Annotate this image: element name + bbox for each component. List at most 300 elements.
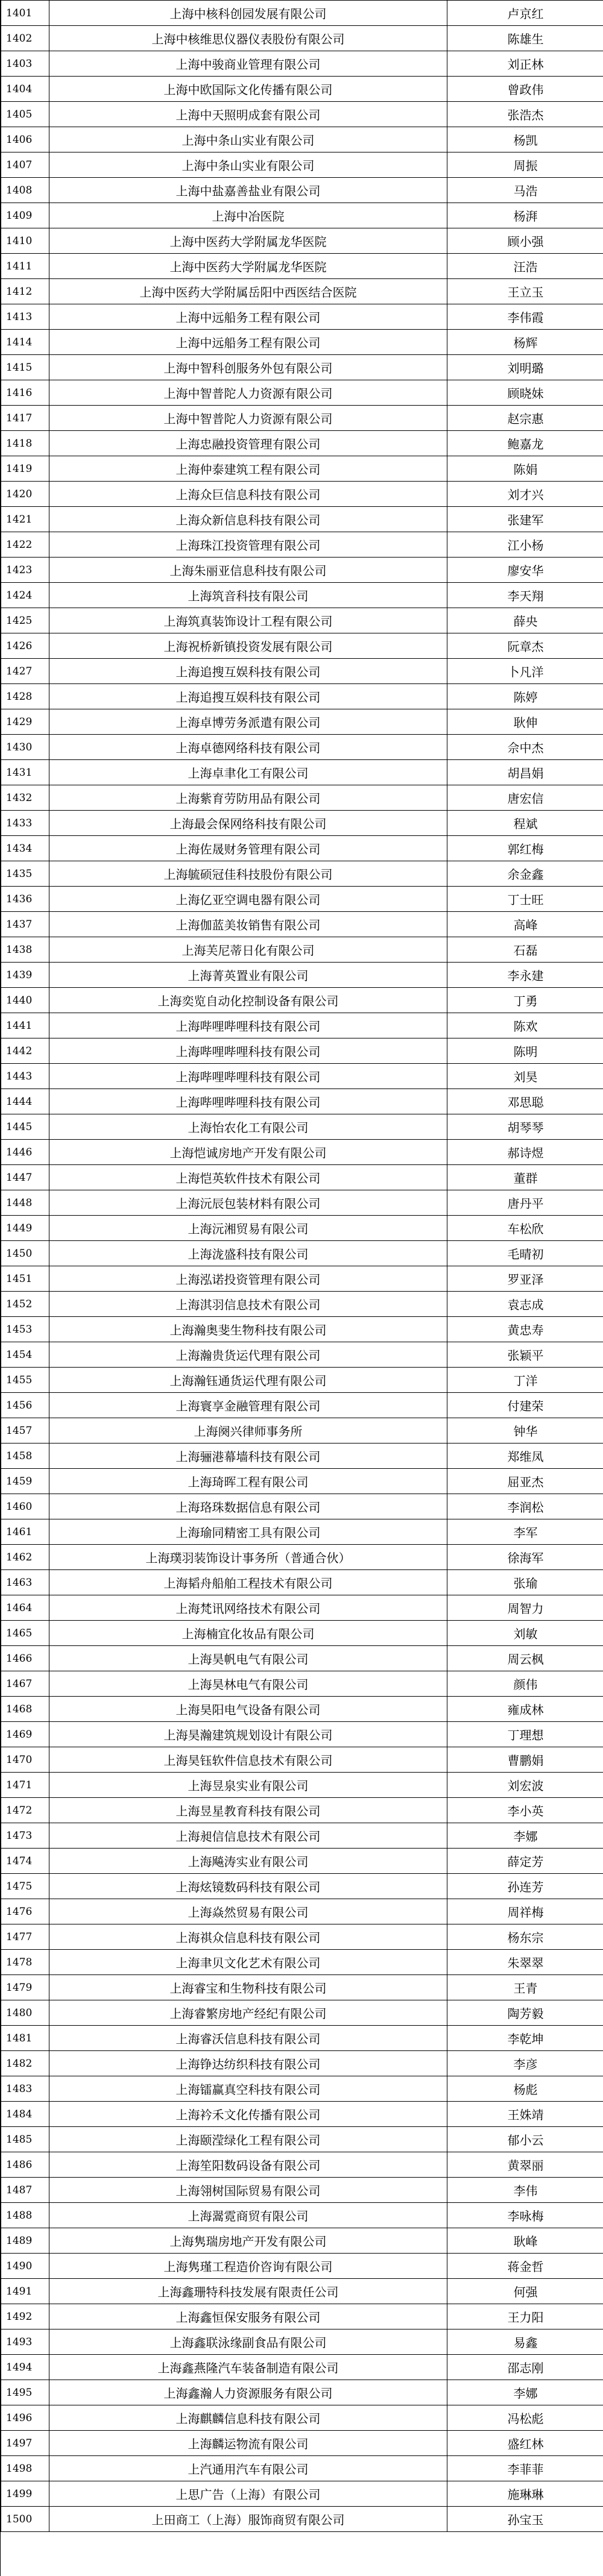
company-name-cell: 上海昱泉实业有限公司	[49, 1773, 447, 1798]
table-row	[1, 988, 603, 1013]
person-name-cell: 李永建	[447, 963, 603, 988]
person-name-cell: 张浩杰	[447, 102, 603, 127]
person-name-cell: 雍成林	[447, 1697, 603, 1722]
person-name-cell: 耿峰	[447, 2228, 603, 2254]
table-row	[1, 861, 603, 887]
company-name-cell: 上海瑜同精密工具有限公司	[49, 1519, 447, 1545]
row-number-cell: 1484	[1, 2102, 49, 2127]
row-number-cell: 1479	[1, 1975, 49, 2000]
person-name-cell: 张建军	[447, 507, 603, 532]
person-name-cell: 郁小云	[447, 2127, 603, 2152]
person-name-cell: 陈明	[447, 1038, 603, 1064]
person-name-cell: 丁洋	[447, 1368, 603, 1393]
person-name-cell: 顾小强	[447, 228, 603, 254]
row-number-cell: 1445	[1, 1114, 49, 1140]
person-name-cell: 黄翠丽	[447, 2152, 603, 2178]
row-number-cell: 1471	[1, 1773, 49, 1798]
table-row	[1, 456, 603, 482]
person-name-cell: 李天翔	[447, 583, 603, 608]
table-row	[1, 633, 603, 659]
table-row	[1, 2228, 603, 2254]
person-name-cell: 余金鑫	[447, 861, 603, 887]
table-row	[1, 2329, 603, 2355]
row-number-cell: 1466	[1, 1646, 49, 1671]
company-name-cell: 上海紫育劳防用品有限公司	[49, 785, 447, 811]
row-number-cell: 1441	[1, 1013, 49, 1038]
person-name-cell: 廖安华	[447, 558, 603, 583]
table-row	[1, 1950, 603, 1975]
person-name-cell: 薛定芳	[447, 1849, 603, 1874]
table-row	[1, 1545, 603, 1570]
company-name-cell: 上海淇羽信息技术有限公司	[49, 1292, 447, 1317]
table-row	[1, 1924, 603, 1950]
company-name-cell: 上海中天照明成套有限公司	[49, 102, 447, 127]
table-row	[1, 77, 603, 102]
company-name-cell: 上海璞羽装饰设计事务所（普通合伙）	[49, 1545, 447, 1570]
table-row	[1, 51, 603, 77]
table-row	[1, 532, 603, 558]
person-name-cell: 李伟霞	[447, 304, 603, 330]
table-row	[1, 1975, 603, 2000]
table-row	[1, 963, 603, 988]
company-name-cell: 上海鑫燕隆汽车装备制造有限公司	[49, 2355, 447, 2380]
company-name-cell: 上海卓德网络科技有限公司	[49, 735, 447, 760]
company-name-cell: 上海毓硕冠佳科技股份有限公司	[49, 861, 447, 887]
row-number-cell: 1463	[1, 1570, 49, 1595]
company-name-cell: 上海菁英置业有限公司	[49, 963, 447, 988]
person-name-cell: 李乾坤	[447, 2026, 603, 2051]
table-row	[1, 2127, 603, 2152]
person-name-cell: 屈亚杰	[447, 1469, 603, 1494]
company-name-cell: 上海哔哩哔哩科技有限公司	[49, 1013, 447, 1038]
table-row	[1, 1519, 603, 1545]
row-number-cell: 1401	[1, 1, 49, 26]
table-row	[1, 1773, 603, 1798]
row-number-cell: 1406	[1, 127, 49, 152]
company-name-cell: 上汽通用汽车有限公司	[49, 2456, 447, 2481]
row-number-cell: 1450	[1, 1241, 49, 1266]
table-row	[1, 1570, 603, 1595]
person-name-cell: 周祥梅	[447, 1899, 603, 1924]
table-row	[1, 836, 603, 861]
table-row	[1, 1393, 603, 1418]
company-name-cell: 上海怡农化工有限公司	[49, 1114, 447, 1140]
row-number-cell: 1453	[1, 1317, 49, 1342]
company-name-cell: 上海楠宜化妆品有限公司	[49, 1621, 447, 1646]
row-number-cell: 1455	[1, 1368, 49, 1393]
person-name-cell: 高峰	[447, 912, 603, 937]
company-name-cell: 上海炫镜数码科技有限公司	[49, 1874, 447, 1899]
person-name-cell: 车松欣	[447, 1216, 603, 1241]
company-name-cell: 上海鑫瀚人力资源服务有限公司	[49, 2380, 447, 2405]
person-name-cell: 汪浩	[447, 254, 603, 279]
company-name-cell: 上海追搜互娱科技有限公司	[49, 659, 447, 684]
table-row	[1, 1165, 603, 1190]
table-row	[1, 406, 603, 431]
row-number-cell: 1437	[1, 912, 49, 937]
company-name-cell: 上海镭赢真空科技有限公司	[49, 2076, 447, 2102]
person-name-cell: 陈欢	[447, 1013, 603, 1038]
row-number-cell: 1461	[1, 1519, 49, 1545]
person-name-cell: 马浩	[447, 178, 603, 203]
row-number-cell: 1499	[1, 2481, 49, 2507]
table-row	[1, 2304, 603, 2329]
table-row	[1, 1494, 603, 1519]
row-number-cell: 1473	[1, 1823, 49, 1849]
table-row	[1, 735, 603, 760]
person-name-cell: 孙宝玉	[447, 2507, 603, 2532]
table-row	[1, 2405, 603, 2431]
table-row	[1, 2456, 603, 2481]
person-name-cell: 李菲菲	[447, 2456, 603, 2481]
company-name-cell: 上海卓聿化工有限公司	[49, 760, 447, 785]
company-name-cell: 上海芙尼蒂日化有限公司	[49, 937, 447, 963]
row-number-cell: 1474	[1, 1849, 49, 1874]
person-name-cell: 朱翠翠	[447, 1950, 603, 1975]
person-name-cell: 赵宗惠	[447, 406, 603, 431]
person-name-cell: 黄忠寿	[447, 1317, 603, 1342]
person-name-cell: 周智力	[447, 1595, 603, 1621]
person-name-cell: 卢京红	[447, 1, 603, 26]
company-name-cell: 上海追搜互娱科技有限公司	[49, 684, 447, 709]
row-number-cell: 1478	[1, 1950, 49, 1975]
person-name-cell: 王立玉	[447, 279, 603, 304]
company-name-cell: 上海众巨信息科技有限公司	[49, 482, 447, 507]
person-name-cell: 李娜	[447, 2380, 603, 2405]
row-number-cell: 1424	[1, 583, 49, 608]
table-row	[1, 1089, 603, 1114]
row-number-cell: 1495	[1, 2380, 49, 2405]
company-name-cell: 上海忠融投资管理有限公司	[49, 431, 447, 456]
person-name-cell: 徐海军	[447, 1545, 603, 1570]
row-number-cell: 1470	[1, 1747, 49, 1773]
company-name-cell: 上海中智普陀人力资源有限公司	[49, 380, 447, 406]
company-name-cell: 上海卓博劳务派遣有限公司	[49, 709, 447, 735]
person-name-cell: 邵志刚	[447, 2355, 603, 2380]
table-row	[1, 1342, 603, 1368]
row-number-cell: 1476	[1, 1899, 49, 1924]
company-name-cell: 上海骊港幕墙科技有限公司	[49, 1444, 447, 1469]
person-name-cell: 李小英	[447, 1798, 603, 1823]
row-number-cell: 1418	[1, 431, 49, 456]
company-name-cell: 上海麒麟信息科技有限公司	[49, 2405, 447, 2431]
company-name-cell: 上海珞珠数据信息有限公司	[49, 1494, 447, 1519]
table-row	[1, 254, 603, 279]
person-name-cell: 杨凯	[447, 127, 603, 152]
row-number-cell: 1412	[1, 279, 49, 304]
company-name-cell: 上海珠江投资管理有限公司	[49, 532, 447, 558]
person-name-cell: 胡昌娟	[447, 760, 603, 785]
company-name-cell: 上海仲泰建筑工程有限公司	[49, 456, 447, 482]
row-number-cell: 1489	[1, 2228, 49, 2254]
person-name-cell: 杨东宗	[447, 1924, 603, 1950]
company-name-cell: 上海恺英软件技术有限公司	[49, 1165, 447, 1190]
table-row	[1, 102, 603, 127]
person-name-cell: 周云枫	[447, 1646, 603, 1671]
company-name-cell: 上海寰享金融管理有限公司	[49, 1393, 447, 1418]
company-name-cell: 上海中医药大学附属岳阳中西医结合医院	[49, 279, 447, 304]
company-name-cell: 上海中骏商业管理有限公司	[49, 51, 447, 77]
row-number-cell: 1444	[1, 1089, 49, 1114]
row-number-cell: 1462	[1, 1545, 49, 1570]
person-name-cell: 李润松	[447, 1494, 603, 1519]
person-name-cell: 罗亚泽	[447, 1266, 603, 1292]
row-number-cell: 1446	[1, 1140, 49, 1165]
company-name-cell: 上海沅湘贸易有限公司	[49, 1216, 447, 1241]
row-number-cell: 1416	[1, 380, 49, 406]
table-row	[1, 1, 603, 26]
company-name-cell: 上海朱丽亚信息科技有限公司	[49, 558, 447, 583]
person-name-cell: 刘正林	[447, 51, 603, 77]
company-name-cell: 上海昶信信息技术有限公司	[49, 1823, 447, 1849]
table-row	[1, 785, 603, 811]
table-row	[1, 2026, 603, 2051]
person-name-cell: 钟华	[447, 1418, 603, 1444]
row-number-cell: 1440	[1, 988, 49, 1013]
company-name-cell: 上海聿贝文化艺术有限公司	[49, 1950, 447, 1975]
table-row	[1, 1595, 603, 1621]
company-name-cell: 上海昊瀚建筑规划设计有限公司	[49, 1722, 447, 1747]
row-number-cell: 1402	[1, 26, 49, 51]
table-row	[1, 1444, 603, 1469]
row-number-cell: 1494	[1, 2355, 49, 2380]
row-number-cell: 1438	[1, 937, 49, 963]
company-name-cell: 上海中核科创园发展有限公司	[49, 1, 447, 26]
person-name-cell: 颜伟	[447, 1671, 603, 1697]
table-row	[1, 1849, 603, 1874]
person-name-cell: 袁志成	[447, 1292, 603, 1317]
company-name-cell: 上海鑫恒保安服务有限公司	[49, 2304, 447, 2329]
table-row	[1, 659, 603, 684]
person-name-cell: 杨彪	[447, 2076, 603, 2102]
row-number-cell: 1443	[1, 1064, 49, 1089]
company-name-cell: 上海中智普陀人力资源有限公司	[49, 406, 447, 431]
row-number-cell: 1459	[1, 1469, 49, 1494]
company-name-cell: 上海筑真装饰设计工程有限公司	[49, 608, 447, 633]
row-number-cell: 1497	[1, 2431, 49, 2456]
table-row	[1, 1368, 603, 1393]
person-name-cell: 王姝靖	[447, 2102, 603, 2127]
company-name-cell: 上海哔哩哔哩科技有限公司	[49, 1089, 447, 1114]
person-name-cell: 郑维凤	[447, 1444, 603, 1469]
row-number-cell: 1493	[1, 2329, 49, 2355]
row-number-cell: 1472	[1, 1798, 49, 1823]
row-number-cell: 1498	[1, 2456, 49, 2481]
table-row	[1, 684, 603, 709]
table-row	[1, 279, 603, 304]
company-name-cell: 上海伽蓝美妆销售有限公司	[49, 912, 447, 937]
table-row	[1, 2355, 603, 2380]
person-name-cell: 曾政伟	[447, 77, 603, 102]
row-number-cell: 1428	[1, 684, 49, 709]
person-name-cell: 张瑜	[447, 1570, 603, 1595]
table-row	[1, 2000, 603, 2026]
person-name-cell: 薛央	[447, 608, 603, 633]
person-name-cell: 丁理想	[447, 1722, 603, 1747]
table-row	[1, 2431, 603, 2456]
row-number-cell: 1449	[1, 1216, 49, 1241]
company-name-cell: 上海笙阳数码设备有限公司	[49, 2152, 447, 2178]
person-name-cell: 顾晓妹	[447, 380, 603, 406]
table-row	[1, 380, 603, 406]
table-row	[1, 558, 603, 583]
table-row	[1, 1418, 603, 1444]
company-name-cell: 上海中欧国际文化传播有限公司	[49, 77, 447, 102]
row-number-cell: 1411	[1, 254, 49, 279]
person-name-cell: 冯松彪	[447, 2405, 603, 2431]
table-row	[1, 2102, 603, 2127]
person-name-cell: 刘昊	[447, 1064, 603, 1089]
table-row	[1, 2152, 603, 2178]
row-number-cell: 1500	[1, 2507, 49, 2532]
row-number-cell: 1430	[1, 735, 49, 760]
table-row	[1, 2178, 603, 2203]
person-name-cell: 鲍嘉龙	[447, 431, 603, 456]
table-row	[1, 152, 603, 178]
company-name-cell: 上海颐滢绿化工程有限公司	[49, 2127, 447, 2152]
company-name-cell: 上海恺诚房地产开发有限公司	[49, 1140, 447, 1165]
company-name-cell: 上海祝桥新镇投资发展有限公司	[49, 633, 447, 659]
person-name-cell: 程斌	[447, 811, 603, 836]
person-name-cell: 郝诗煜	[447, 1140, 603, 1165]
row-number-cell: 1485	[1, 2127, 49, 2152]
row-number-cell: 1405	[1, 102, 49, 127]
row-number-cell: 1427	[1, 659, 49, 684]
person-name-cell: 李彦	[447, 2051, 603, 2076]
row-number-cell: 1464	[1, 1595, 49, 1621]
person-name-cell: 陈娟	[447, 456, 603, 482]
person-name-cell: 杨湃	[447, 203, 603, 228]
row-number-cell: 1421	[1, 507, 49, 532]
person-name-cell: 付建荣	[447, 1393, 603, 1418]
table-row	[1, 1266, 603, 1292]
row-number-cell: 1447	[1, 1165, 49, 1190]
person-name-cell: 王青	[447, 1975, 603, 2000]
company-name-cell: 上海隽瑾工程造价咨询有限公司	[49, 2254, 447, 2279]
person-name-cell: 李军	[447, 1519, 603, 1545]
person-name-cell: 陈雄生	[447, 26, 603, 51]
row-number-cell: 1429	[1, 709, 49, 735]
table-row	[1, 1241, 603, 1266]
row-number-cell: 1457	[1, 1418, 49, 1444]
table-row	[1, 887, 603, 912]
row-number-cell: 1482	[1, 2051, 49, 2076]
person-name-cell: 阮章杰	[447, 633, 603, 659]
company-name-cell: 上海睿繁房地产经纪有限公司	[49, 2000, 447, 2026]
person-name-cell: 陶芳毅	[447, 2000, 603, 2026]
person-name-cell: 刘明璐	[447, 355, 603, 380]
company-name-cell: 上思广告（上海）有限公司	[49, 2481, 447, 2507]
person-name-cell: 胡琴琴	[447, 1114, 603, 1140]
row-number-cell: 1456	[1, 1393, 49, 1418]
person-name-cell: 唐宏信	[447, 785, 603, 811]
table-row	[1, 1874, 603, 1899]
company-name-cell: 上海众新信息科技有限公司	[49, 507, 447, 532]
table-row	[1, 912, 603, 937]
row-number-cell: 1491	[1, 2279, 49, 2304]
table-row	[1, 2279, 603, 2304]
row-number-cell: 1425	[1, 608, 49, 633]
table-row	[1, 355, 603, 380]
row-number-cell: 1487	[1, 2178, 49, 2203]
company-name-cell: 上海祺众信息科技有限公司	[49, 1924, 447, 1950]
person-name-cell: 周振	[447, 152, 603, 178]
table-row	[1, 1469, 603, 1494]
company-name-cell: 上海韬舟船舶工程技术有限公司	[49, 1570, 447, 1595]
company-name-cell: 上海翯霓商贸有限公司	[49, 2203, 447, 2228]
row-number-cell: 1490	[1, 2254, 49, 2279]
table-row	[1, 1292, 603, 1317]
row-number-cell: 1454	[1, 1342, 49, 1368]
person-name-cell: 蒋金哲	[447, 2254, 603, 2279]
company-name-cell: 上海中条山实业有限公司	[49, 127, 447, 152]
company-name-cell: 上海中医药大学附属龙华医院	[49, 254, 447, 279]
table-row	[1, 608, 603, 633]
row-number-cell: 1409	[1, 203, 49, 228]
row-number-cell: 1434	[1, 836, 49, 861]
company-name-cell: 上海衿禾文化传播有限公司	[49, 2102, 447, 2127]
company-name-cell: 上海睿宝和生物科技有限公司	[49, 1975, 447, 2000]
company-name-cell: 上海泓诺投资管理有限公司	[49, 1266, 447, 1292]
company-name-cell: 上海中智科创服务外包有限公司	[49, 355, 447, 380]
row-number-cell: 1439	[1, 963, 49, 988]
person-name-cell: 毛晴初	[447, 1241, 603, 1266]
company-name-cell: 上海昱星教育科技有限公司	[49, 1798, 447, 1823]
row-number-cell: 1448	[1, 1190, 49, 1216]
person-name-cell: 李娜	[447, 1823, 603, 1849]
company-name-cell: 上海泷盛科技有限公司	[49, 1241, 447, 1266]
person-name-cell: 丁士旺	[447, 887, 603, 912]
person-name-cell: 李咏梅	[447, 2203, 603, 2228]
row-number-cell: 1407	[1, 152, 49, 178]
roster-table	[1, 0, 603, 2532]
company-name-cell: 上海昊帆电气有限公司	[49, 1646, 447, 1671]
company-name-cell: 上海麟运物流有限公司	[49, 2431, 447, 2456]
row-number-cell: 1410	[1, 228, 49, 254]
table-row	[1, 2254, 603, 2279]
company-name-cell: 上海梵讯网络技术有限公司	[49, 1595, 447, 1621]
table-row	[1, 228, 603, 254]
row-number-cell: 1433	[1, 811, 49, 836]
table-row	[1, 1190, 603, 1216]
company-name-cell: 上海最会保网络科技有限公司	[49, 811, 447, 836]
row-number-cell: 1460	[1, 1494, 49, 1519]
person-name-cell: 盛红林	[447, 2431, 603, 2456]
row-number-cell: 1419	[1, 456, 49, 482]
table-row	[1, 1798, 603, 1823]
person-name-cell: 易鑫	[447, 2329, 603, 2355]
table-row	[1, 709, 603, 735]
table-row	[1, 811, 603, 836]
row-number-cell: 1467	[1, 1671, 49, 1697]
person-name-cell: 何强	[447, 2279, 603, 2304]
company-name-cell: 上海隽瑞房地产开发有限公司	[49, 2228, 447, 2254]
table-row	[1, 1722, 603, 1747]
person-name-cell: 丁勇	[447, 988, 603, 1013]
table-row	[1, 2203, 603, 2228]
table-row	[1, 583, 603, 608]
row-number-cell: 1436	[1, 887, 49, 912]
table-row	[1, 2481, 603, 2507]
roster-body	[1, 1, 603, 2532]
table-row	[1, 760, 603, 785]
company-name-cell: 上海飚涛实业有限公司	[49, 1849, 447, 1874]
row-number-cell: 1423	[1, 558, 49, 583]
company-name-cell: 上海睿沃信息科技有限公司	[49, 2026, 447, 2051]
row-number-cell: 1435	[1, 861, 49, 887]
company-name-cell: 上海沅辰包装材料有限公司	[49, 1190, 447, 1216]
company-name-cell: 上海佐晟财务管理有限公司	[49, 836, 447, 861]
